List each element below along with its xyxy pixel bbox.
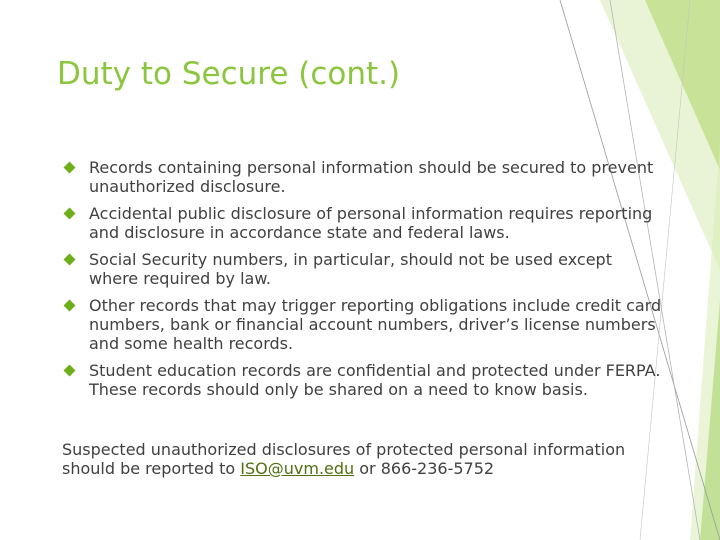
diamond-icon — [63, 207, 76, 220]
bullet-item — [63, 158, 663, 196]
email-link[interactable]: ISO@uvm.edu — [240, 459, 355, 478]
diamond-icon — [63, 161, 76, 174]
slide-title: Duty to Secure (cont.) — [57, 56, 401, 92]
bullet-text: Social Security numbers, in particular, should not be used except where required by law. — [89, 250, 612, 288]
bullet-text: Student education records are confidential and protected under FERPA. These records should only be shared on a need to know basis. — [89, 361, 661, 399]
footer-note — [62, 440, 662, 478]
bullet-item — [63, 250, 663, 288]
bullet-item — [63, 204, 663, 242]
diamond-icon — [63, 299, 76, 312]
diamond-icon — [63, 364, 76, 377]
footer-text-before: Suspected unauthorized disclosures of protected personal information should be reported to — [62, 440, 626, 478]
bullet-text: Accidental public disclosure of personal information requires reporting and disclosure in accordance state and federal laws. — [89, 204, 653, 242]
bullet-text: Other records that may trigger reporting obligations include credit card numbers, bank or financial account numbers, driver’s license numbers and some health records. — [89, 296, 662, 353]
diamond-icon — [63, 253, 76, 266]
bullet-item — [63, 361, 663, 399]
footer-text-after: or 866-236-5752 — [354, 459, 495, 478]
bullet-text: Records containing personal information should be secured to prevent unauthorized disclosure. — [89, 158, 654, 196]
bullet-list — [63, 158, 663, 407]
bullet-item — [63, 296, 663, 353]
